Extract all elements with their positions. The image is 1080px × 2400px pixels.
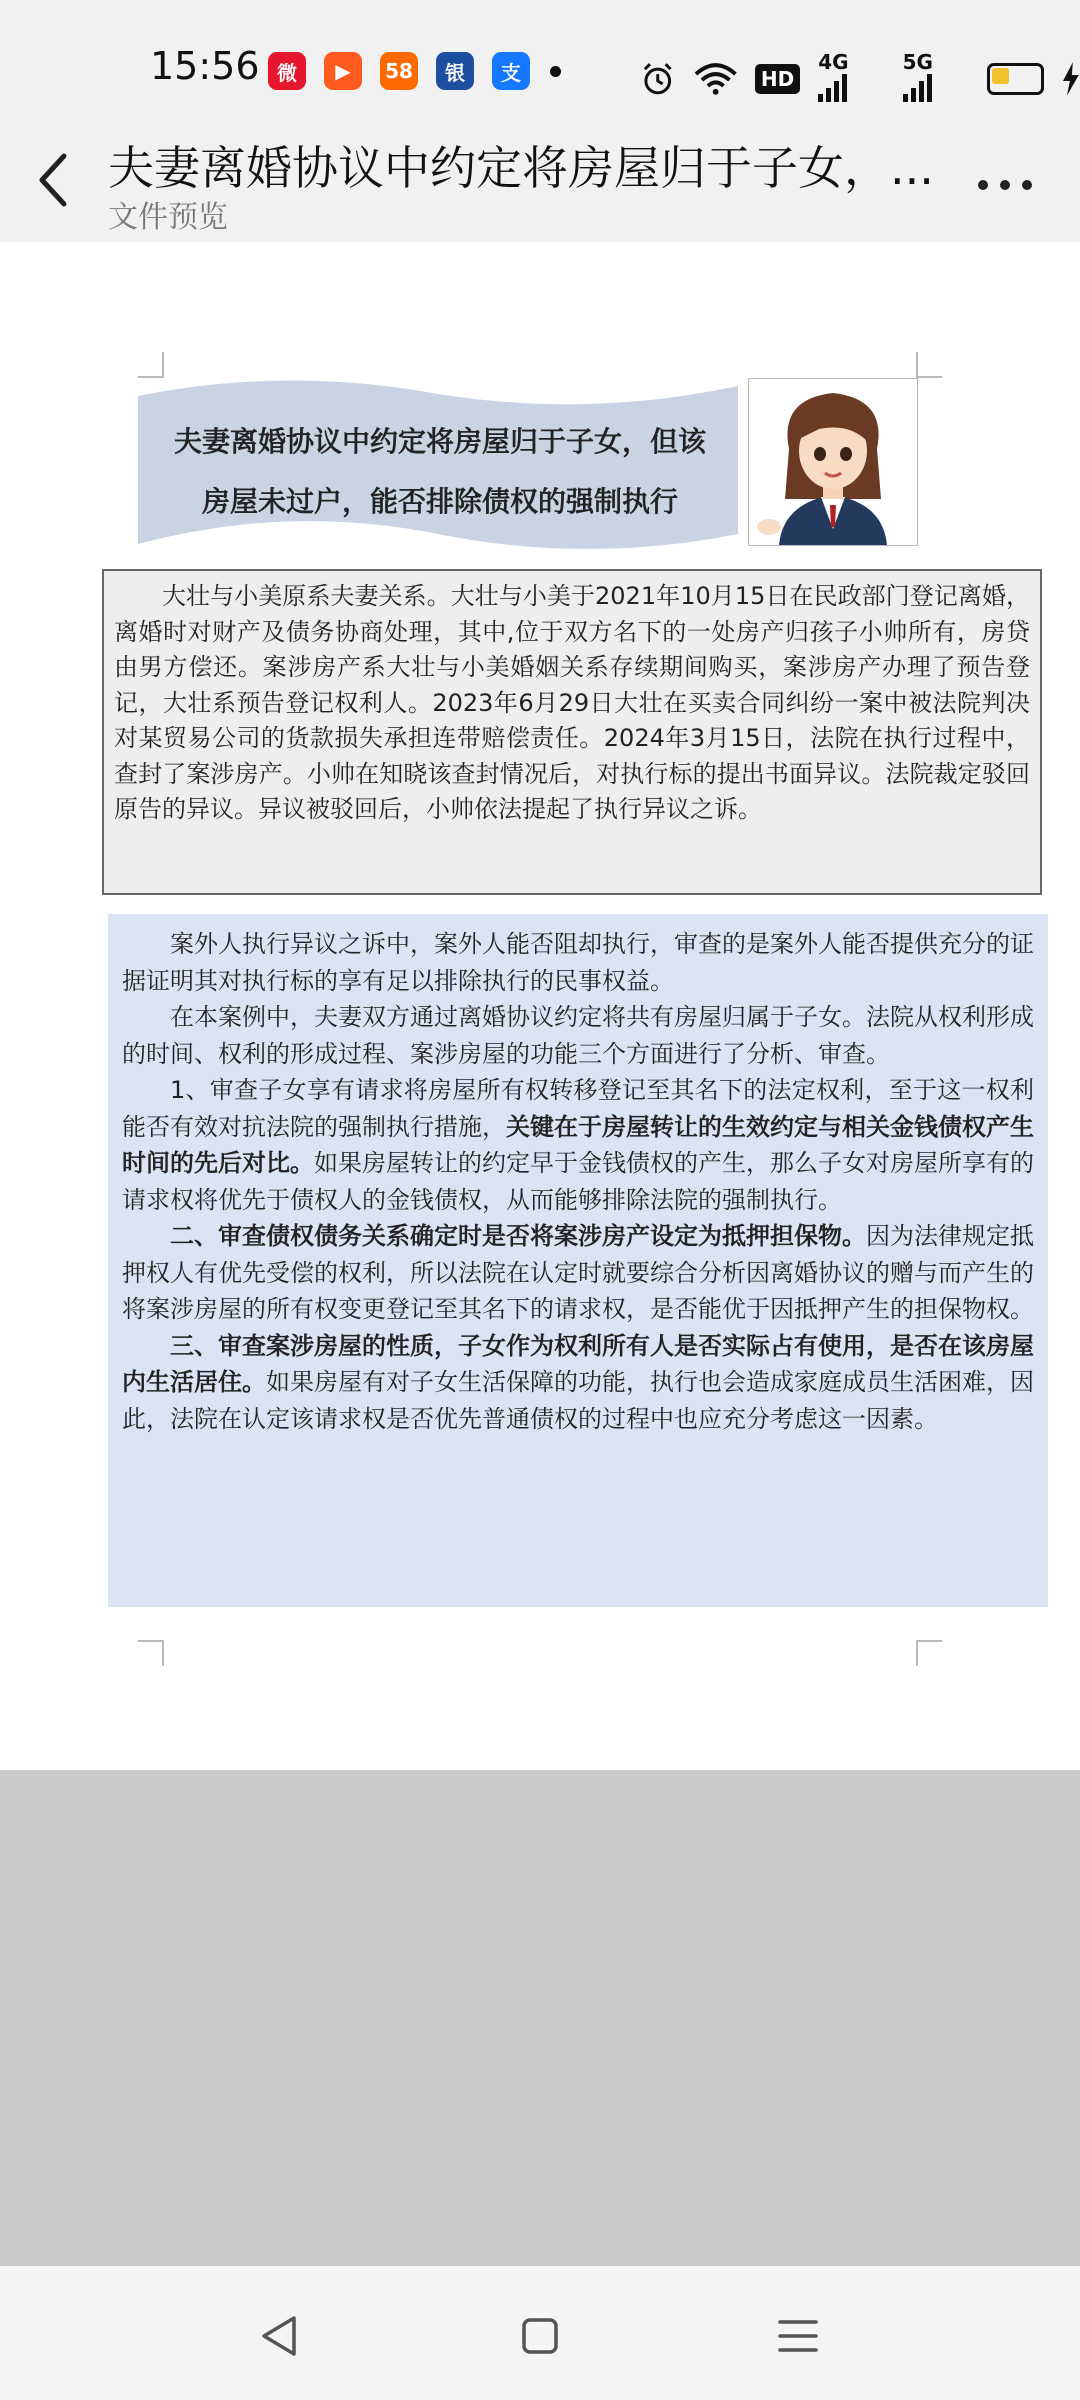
status-bar — [0, 0, 1080, 130]
analysis-paragraph-3 — [122, 1072, 1034, 1218]
analysis-paragraph-1: 案外人执行异议之诉中，案外人能否阻却执行，审查的是案外人能否提供充分的证据证明其对执行标的享有足以排除执行的民事权益。 — [122, 930, 1034, 995]
4g-label: 4G — [818, 50, 849, 74]
5g-signal-icon — [903, 50, 969, 107]
page-title: 夫妻离婚协议中约定将房屋归于子女，... — [108, 141, 934, 195]
paragraph-3-bold-text: 关键在于房屋转让的生效约定与相关金钱债权产生时间的先后对比。 — [122, 1112, 1034, 1177]
system-navigation-bar — [0, 2266, 1080, 2400]
4g-signal-icon — [818, 50, 884, 107]
document-preview[interactable] — [0, 242, 1080, 1770]
paragraph-5-text: 如果房屋有对子女生活保障的功能，执行也会造成家庭成员生活困难，因此，法院在认定该请求权是否优先普通债权的过程中也应充分考虑这一因素。 — [122, 1368, 1034, 1433]
paragraph-3-text-a: 1、审查子女享有请求将房屋所有权转移登记至其名下的法定权利，至于这一权利能否有效对抗法院的强制执行措施， — [122, 1076, 1034, 1141]
status-time: 15:56 — [150, 44, 260, 88]
paragraph-3-text-b: 如果房屋转让的约定早于金钱债权的产生，那么子女对房屋所享有的请求权将优先于债权人的金钱债权，从而能够排除法院的强制执行。 — [122, 1149, 1034, 1214]
analysis-section — [108, 914, 1048, 1607]
nav-menu-button[interactable] — [768, 2306, 828, 2366]
page-corner-mark — [916, 1640, 942, 1666]
wifi-icon — [694, 62, 737, 96]
signal-bars-icon — [818, 74, 848, 102]
analysis-paragraph-4 — [122, 1218, 1034, 1328]
alipay-app-icon: 支 — [492, 52, 530, 90]
5g-label: 5G — [902, 50, 933, 74]
page-corner-mark — [916, 352, 942, 378]
58-app-icon: 58 — [380, 52, 418, 90]
page-subtitle: 文件预览 — [108, 200, 228, 235]
more-notifications-dot-icon — [550, 66, 561, 77]
battery-icon — [987, 63, 1044, 95]
more-options-button[interactable] — [975, 170, 1035, 200]
weibo-app-icon: 微 — [268, 52, 306, 90]
nav-home-button[interactable] — [510, 2306, 570, 2366]
nav-back-button[interactable] — [250, 2306, 310, 2366]
alarm-icon — [640, 61, 676, 97]
case-facts-text: 大壮与小美原系夫妻关系。大壮与小美于2021年10月15日在民政部门登记离婚，离婚时对财产及债务协商处理，其中,位于双方名下的一处房产归孩子小帅所有，房贷由男方偿还。案涉房产系大壮与小美婚姻关系存续期间购买，案涉房产办理了预告登记，大壮系预告登记权利人。2023年6月29日大壮在买卖合同纠纷一案中被法院判决对某贸易公司的货款损失承担连带赔偿责任。2024年3月15日，法院在执行过程中，查封了案涉房产。小帅在知晓该查封情况后，对执行标的提出书面异议。法院裁定驳回原告的异议。异议被驳回后，小帅依法提起了执行异议之诉。 — [114, 582, 1030, 823]
empty-viewer-background — [0, 1770, 1080, 2266]
bank-app-icon: 银 — [436, 52, 474, 90]
analysis-paragraph-5 — [122, 1328, 1034, 1438]
hd-voice-icon: HD — [755, 64, 800, 94]
analysis-paragraph-2: 在本案例中，夫妻双方通过离婚协议约定将共有房屋归属于子女。法院从权利形成的时间、权利的形成过程、案涉房屋的功能三个方面进行了分析、审查。 — [122, 1003, 1034, 1068]
page-corner-mark — [138, 1640, 164, 1666]
video-app-icon: ▶ — [324, 52, 362, 90]
heading-line-1: 夫妻离婚协议中约定将房屋归于子女，但该 — [173, 425, 706, 458]
notification-icons — [268, 52, 530, 90]
paragraph-5-bold-text: 三、审查案涉房屋的性质，子女作为权利所有人是否实际占有使用，是否在该房屋内生活居住。 — [122, 1331, 1034, 1396]
back-button[interactable] — [30, 150, 80, 210]
lawyer-avatar-illustration — [748, 378, 918, 546]
paragraph-4-bold-text: 二、审查债权债务关系确定时是否将案涉房产设定为抵押担保物。 — [170, 1222, 866, 1250]
app-header — [0, 130, 1080, 242]
signal-bars-icon — [903, 74, 933, 102]
heading-line-2: 房屋未过户，能否排除债权的强制执行 — [201, 485, 678, 518]
system-status-icons — [640, 50, 1080, 107]
case-facts-box — [102, 569, 1042, 895]
paragraph-4-text: 因为法律规定抵押权人有优先受偿的权利，所以法院在认定时就要综合分析因离婚协议的赠与而产生的将案涉房屋的所有权变更登记至其名下的请求权，是否能优于因抵押产生的担保物权。 — [122, 1222, 1034, 1323]
document-heading — [150, 412, 730, 532]
charging-icon — [1062, 62, 1080, 96]
